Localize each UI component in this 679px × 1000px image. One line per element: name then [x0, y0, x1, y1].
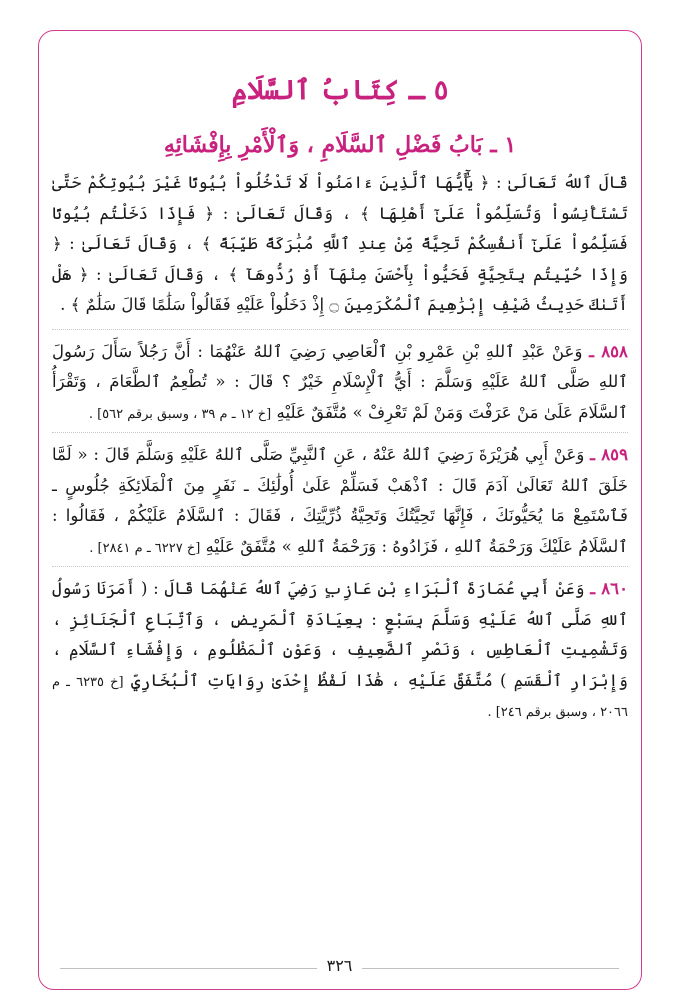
section-divider	[52, 432, 628, 433]
section-divider	[52, 329, 628, 330]
hadith-number: ٨٦٠ ـ	[590, 578, 629, 598]
hadith-text: وَعَنْ عَبْدِ ٱللهِ بْنِ عَمْرِو بْنِ ٱلْعَاصِي رَضِيَ ٱللهُ عَنْهُمَا : أَنَّ رَجُلاً سَأَلَ رَسُولَ ٱللهِ صَلَّى ٱللهُ عَلَيْهِ وَسَلَّمَ : أَيُّ ٱلْإِسْلَامِ خَيْرٌ ؟ قَالَ : « تُطْعِمُ ٱلطَّعَامَ ، وَتَقْرَأُ ٱلسَّلَامَ عَلَىٰ مَنْ عَرَفْتَ وَمَنْ لَمْ تَعْرِفْ » مُتَّفَقٌ عَلَيْهِ	[52, 341, 628, 422]
hadith-text: وَعَنْ أَبِي هُرَيْرَةَ رَضِيَ ٱللهُ عَنْهُ ، عَنِ ٱلنَّبِيِّ صَلَّى ٱللهُ عَلَيْهِ وَسَلَّمَ قَالَ : « لَمَّا خَلَقَ ٱللهُ تَعَالَىٰ آدَمَ قَالَ : ٱذْهَبْ فَسَلِّمْ عَلَىٰ أُولَٰئِكَ ـ نَفَرٍ مِنَ ٱلْمَلَائِكَةِ جُلُوسٍ ـ فَٱسْتَمِعْ مَا يُحَيُّونَكَ ، فَإِنَّهَا تَحِيَّتُكَ وَتَحِيَّةُ ذُرِّيَّتِكَ ، فَقَالَ : ٱلسَّلَامُ عَلَيْكُمْ ، فَقَالُوا : ٱلسَّلَامُ عَلَيْكَ وَرَحْمَةُ ٱللهِ ، فَزَادُوهُ : وَرَحْمَةُ ٱللهِ » مُتَّفَقٌ عَلَيْهِ	[52, 445, 628, 556]
section-divider	[52, 566, 628, 567]
chapter-title: ١ ـ بَابُ فَضْلِ ٱلسَّلَامِ ، وَٱلْأَمْرِ بِإِفْشَائِهِ	[163, 132, 517, 158]
hadith-text: وَعَنْ أَبِي عُمَارَةَ ٱلْبَرَاءِ بْنِ عَازِبٍ رَضِيَ ٱللهُ عَنْهُمَا قَالَ : ( أَمَرَنَا رَسُولُ ٱللهِ صَلَّى ٱللهُ عَلَيْهِ وَسَلَّمَ بِسَبْعٍ : بِعِيَادَةِ ٱلْمَرِيضِ ، وَٱتِّبَاعِ ٱلْجَنَائِزِ ، وَتَشْمِيتِ ٱلْعَاطِسِ ، وَنَصْرِ ٱلضَّعِيفِ ، وَعَوْنِ ٱلْمَظْلُومِ ، وَإِفْشَاءِ ٱلسَّلَامِ ، وَإِبْرَارِ ٱلْقَسَمِ ) مُتَّفَقٌ عَلَيْهِ ، هَٰذَا لَفْظُ إِحْدَىٰ رِوَايَاتِ ٱلْبُخَارِيِّ	[52, 579, 628, 690]
intro-paragraph: قَالَ ٱللهُ تَعَالَىٰ : ﴿ يَٰٓأَيُّهَا ٱلَّذِينَ ءَامَنُواْ لَا تَدْخُلُواْ بُيُوتًا غَيْرَ بُيُوتِكُمْ حَتَّىٰ تَسْتَأْنِسُواْ وَتُسَلِّمُواْ عَلَىٰٓ أَهْلِهَا ﴾ ، وَقَالَ تَعَالَىٰ : ﴿ فَإِذَا دَخَلْتُم بُيُوتًا فَسَلِّمُواْ عَلَىٰٓ أَنفُسِكُمْ تَحِيَّةً مِّنْ عِندِ ٱللَّهِ مُبَٰرَكَةً طَيِّبَةً ﴾ ، وَقَالَ تَعَالَىٰ : ﴿ وَإِذَا حُيِّيتُم بِتَحِيَّةٍ فَحَيُّواْ بِأَحْسَنَ مِنْهَآ أَوْ رُدُّوهَآ ﴾ ، وَقَالَ تَعَالَىٰ : ﴿ هَلْ أَتَىٰكَ حَدِيثُ ضَيْفِ إِبْرَٰهِيمَ ٱلْمُكْرَمِينَ ۝ إِذْ دَخَلُواْ عَلَيْهِ فَقَالُواْ سَلَٰمًا قَالَ سَلَٰمٌ ﴾ .	[52, 173, 628, 314]
page-number: ٣٢٦	[317, 956, 363, 975]
hadith-reference: [خ ١٢ ـ م ٣٩ ، وسبق برقم ٥٦٢] .	[88, 406, 272, 422]
hadith-859	[52, 439, 628, 562]
book-title: ٥ ـ كِتَابُ ٱلسَّلَامِ	[231, 75, 449, 106]
hadith-reference: [خ ٦٢٣٥ ـ م ٢٠٦٦ ، وسبق برقم ٢٤٦] .	[52, 674, 628, 720]
hadith-reference: [خ ٦٢٢٧ ـ م ٢٨٤١] .	[89, 540, 201, 556]
hadith-858	[52, 336, 628, 429]
hadith-860	[52, 573, 628, 727]
hadith-number: ٨٥٨ ـ	[589, 340, 628, 361]
hadith-number: ٨٥٩ ـ	[590, 444, 629, 464]
page-content	[52, 74, 628, 727]
